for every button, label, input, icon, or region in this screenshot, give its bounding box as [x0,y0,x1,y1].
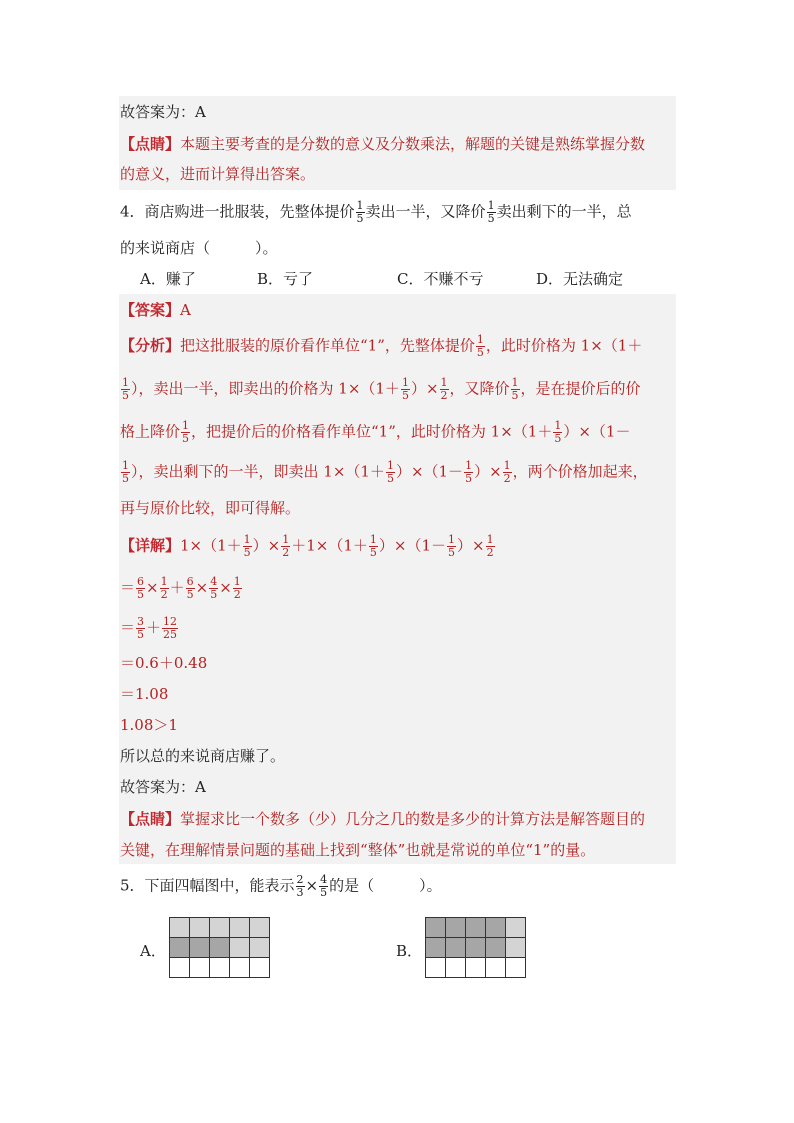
fraction: $\frac{1}{5}$ [122,376,129,402]
q5-option-b-label[interactable]: B． [396,942,423,960]
q5-option-a-grid[interactable] [169,917,270,978]
fraction: $\frac{1}{2}$ [282,533,290,559]
detail-line-4: ＝0.6＋0.48 [120,654,208,672]
fraction: $\frac{1}{2}$ [233,575,241,601]
fraction: $\frac{1}{2}$ [486,533,494,559]
detail-line-5: ＝1.08 [120,685,169,703]
analysis-line-2: $\frac{1}{5}$ ），卖出一半，即卖出的价格为 1×（1＋ $\frac{1}{5}$ ）× $\frac{1}{2}$ ，又降价 $\frac{1}{5}$ ，是在提价后的价 [122,376,641,402]
q4-option-b[interactable]: B．亏了 [257,270,314,288]
fraction: $\frac{4}{5}$ [320,873,328,899]
fraction: $\frac{6}{5}$ [137,575,145,601]
analysis-line-1: 【分析】把这批服装的原价看作单位“1”，先整体提价 $\frac{1}{5}$ ，此时价格为 1×（1＋ [120,333,643,359]
prev-comment-line-2: 的意义，进而计算得出答案。 [120,165,316,183]
fraction: $\frac{4}{5}$ [210,575,218,601]
analysis-line-5: 再与原价比较，即可得解。 [120,499,301,517]
q4-option-c[interactable]: C．不赚不亏 [397,270,484,288]
fraction: $\frac{1}{5}$ [476,333,484,359]
fraction: $\frac{1}{5}$ [448,533,456,559]
analysis-line-4: $\frac{1}{5}$ ），卖出剩下的一半，即卖出 1×（1＋ $\frac{1}{5}$ ）×（1－ $\frac{1}{5}$ ）× $\frac{1}{2}$ ，两个价格加起来， [122,459,648,485]
fraction: $\frac{1}{5}$ [243,533,251,559]
detail-line-6: 1.08＞1 [120,716,178,734]
fraction: $\frac{1}{5}$ [487,199,495,225]
detail-line-3: ＝ $\frac{3}{5}$ ＋ $\frac{12}{25}$ [120,615,178,641]
fraction: $\frac{1}{5}$ [386,459,394,485]
detail-line-1: 【详解】1×（1＋ $\frac{1}{5}$ ）× $\frac{1}{2}$ ＋1×（1＋ $\frac{1}{5}$ ）×（1－ $\frac{1}{5}$ ）× $\frac{1}{2}$ [120,533,494,559]
fraction: $\frac{1}{5}$ [356,199,364,225]
analysis-line-3: 格上降价 $\frac{1}{5}$ ，把提价后的价格看作单位“1”，此时价格为 1×（1＋ $\frac{1}{5}$ ）×（1－ [120,419,631,445]
q4-stem-line-1: 4．商店购进一批服装，先整体提价 $\frac{1}{5}$ 卖出一半，又降价 $\frac{1}{5}$ 卖出剩下的一半，总 [120,199,632,225]
fraction: $\frac{1}{2}$ [160,575,168,601]
answer-line: 【答案】A [120,301,191,319]
fraction: $\frac{1}{5}$ [369,533,377,559]
fraction: $\frac{1}{2}$ [503,459,511,485]
fraction: $\frac{6}{5}$ [186,575,194,601]
comment-line-1: 【点睛】掌握求比一个数多（少）几分之几的数是多少的计算方法是解答题目的 [120,810,646,828]
fraction: $\frac{1}{5}$ [465,459,473,485]
fraction: $\frac{1}{2}$ [440,376,448,402]
fraction: $\frac{1}{5}$ [122,459,129,485]
prev-comment-line-1: 【点睛】本题主要考查的是分数的意义及分数乘法，解题的关键是熟练掌握分数 [120,135,646,153]
fraction: $\frac{1}{5}$ [401,376,409,402]
prev-answer-line: 故答案为：A [120,103,206,121]
fraction: $\frac{2}{3}$ [296,873,304,899]
detail-line-2: ＝ $\frac{6}{5}$ × $\frac{1}{2}$ ＋ $\frac{6}{5}$ × $\frac{4}{5}$ × $\frac{1}{2}$ [120,575,241,601]
fraction: $\frac{1}{5}$ [554,419,562,445]
detail-line-7: 所以总的来说商店赚了。 [120,747,286,765]
q5-option-a-label[interactable]: A． [140,942,166,960]
comment-line-2: 关键，在理解情景问题的基础上找到“整体”也就是常说的单位“1”的量。 [120,841,596,859]
detail-line-8: 故答案为：A [120,778,206,796]
fraction: $\frac{1}{5}$ [182,419,190,445]
fraction: $\frac{3}{5}$ [137,615,145,641]
q4-option-a[interactable]: A．赚了 [140,270,196,288]
q4-option-d[interactable]: D．无法确定 [536,270,624,288]
q4-stem-line-2: 的来说商店（ ）。 [120,239,278,257]
q5-option-b-grid[interactable] [425,917,526,978]
fraction: $\frac{12}{25}$ [163,615,178,641]
q5-stem: 5．下面四幅图中，能表示 $\frac{2}{3}$ × $\frac{4}{5}$ 的是（ ）。 [120,873,442,899]
fraction: $\frac{1}{5}$ [511,376,519,402]
